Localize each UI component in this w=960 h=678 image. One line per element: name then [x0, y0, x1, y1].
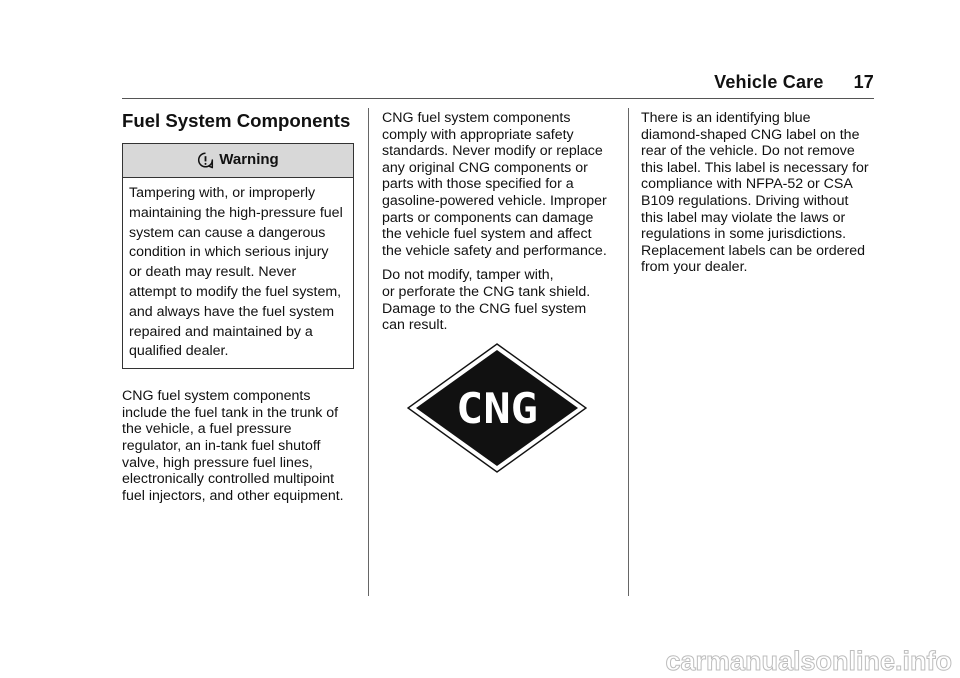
text-line: can result. — [382, 317, 448, 334]
section-title: Fuel System Components — [122, 110, 351, 131]
text-line: compliance with NFPA-52 or CSA — [641, 176, 853, 193]
text-line: CNG fuel system components — [382, 110, 571, 126]
text-line: There is an identifying blue — [641, 110, 811, 126]
text-line: comply with appropriate safety — [382, 126, 574, 143]
column-1 — [122, 110, 358, 512]
warning-label: Warning — [219, 151, 279, 169]
warning-line: attempt to modify the fuel system, — [129, 283, 342, 300]
watermark-text: carmanualsonline.info — [665, 646, 952, 676]
text-line: the vehicle safety and performance. — [382, 242, 607, 259]
warning-line: condition in which serious injury — [129, 244, 329, 261]
body-paragraph — [382, 110, 612, 259]
text-line: standards. Never modify or replace — [382, 143, 603, 160]
text-line: regulator, an in-tank fuel shutoff — [122, 437, 321, 454]
warning-line: system can cause a dangerous — [129, 224, 326, 241]
page-header — [620, 72, 874, 93]
text-line: or perforate the CNG tank shield. — [382, 283, 591, 300]
warning-line: Tampering with, or improperly — [129, 185, 316, 201]
text-line: gasoline-powered vehicle. Improper — [382, 192, 607, 209]
page-number: 17 — [853, 72, 874, 92]
text-line: B109 regulations. Driving without — [641, 192, 849, 209]
text-line: diamond-shaped CNG label on the — [641, 126, 860, 143]
section-name: Vehicle Care — [714, 72, 824, 92]
warning-line: and always have the fuel system — [129, 303, 335, 320]
warning-header — [123, 144, 353, 178]
text-line: from your dealer. — [641, 259, 748, 276]
warning-line: qualified dealer. — [129, 343, 229, 360]
header-divider — [122, 98, 874, 99]
warning-text — [123, 178, 353, 368]
warning-icon — [197, 152, 214, 169]
text-line: fuel injectors, and other equipment. — [122, 487, 344, 504]
warning-line: or death may result. Never — [129, 264, 297, 281]
text-line: Replacement labels can be ordered — [641, 242, 865, 259]
text-line: parts with those specified for a — [382, 176, 574, 193]
column-divider-1 — [368, 108, 369, 596]
body-paragraph — [122, 388, 358, 504]
cng-diamond-label — [407, 343, 587, 473]
body-paragraph — [641, 110, 877, 276]
text-line: the vehicle fuel system and affect — [382, 226, 592, 243]
text-line: include the fuel tank in the trunk of — [122, 404, 339, 421]
text-line: any original CNG components or — [382, 159, 588, 176]
column-2 — [382, 110, 612, 342]
text-line: regulations in some jurisdictions. — [641, 226, 847, 243]
text-line: rear of the vehicle. Do not remove — [641, 143, 855, 160]
warning-line: repaired and maintained by a — [129, 323, 313, 340]
text-line: parts or components can damage — [382, 209, 594, 226]
text-line: CNG fuel system components — [122, 388, 311, 405]
text-line: electronically controlled multipoint — [122, 471, 335, 488]
text-line: Damage to the CNG fuel system — [382, 300, 587, 317]
text-line: this label. This label is necessary for — [641, 159, 869, 176]
text-line: Do not modify, tamper with, — [382, 267, 554, 284]
column-divider-2 — [628, 108, 629, 596]
text-line: the vehicle, a fuel pressure — [122, 421, 292, 438]
cng-label-text: CNG — [456, 384, 538, 433]
text-line: this label may violate the laws or — [641, 209, 846, 226]
watermark — [560, 640, 960, 678]
text-line: valve, high pressure fuel lines, — [122, 454, 313, 471]
warning-line: maintaining the high-pressure fuel — [129, 204, 343, 221]
column-3 — [641, 110, 877, 284]
warning-box — [122, 143, 354, 369]
body-paragraph — [382, 267, 612, 333]
